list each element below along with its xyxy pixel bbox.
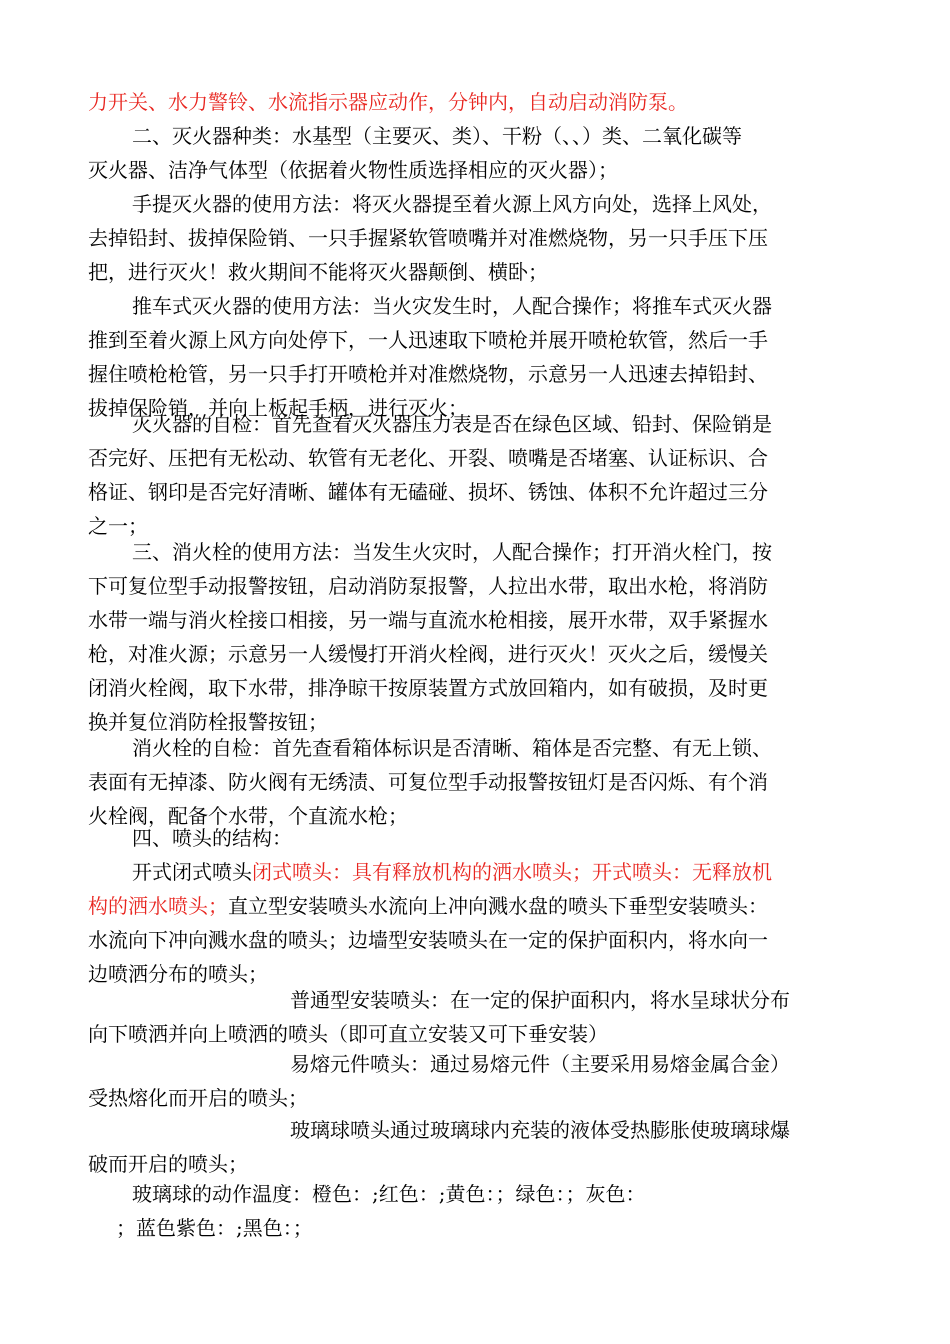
paragraph-glass-bulb-temperatures	[88, 1177, 854, 1245]
text-line: 玻璃球的动作温度：橙色：;红色：;黄色：；绿色：；灰色：	[132, 1182, 646, 1206]
text-line: 水带一端与消火栓接口相接，另一端与直流水枪相接，展开水带，双手紧握水	[88, 608, 768, 632]
paragraph-glass-bulb-sprinkler	[88, 1113, 854, 1181]
text-line: 表面有无掉漆、防火阀有无绣渍、可复位型手动报警按钮灯是否闪烁、有个消	[88, 770, 768, 794]
paragraph-handheld-usage	[88, 187, 854, 289]
highlighted-text: 构的洒水喷头；	[88, 894, 228, 918]
text-line	[88, 889, 854, 923]
text-line: 边喷洒分布的喷头；	[88, 962, 268, 986]
section-heading-sprinkler-structure	[88, 821, 854, 855]
text-line: 推车式灭火器的使用方法：当火灾发生时，人配合操作；将推车式灭火器	[132, 294, 772, 318]
text-line: 消火栓的自检：首先查看箱体标识是否清晰、箱体是否完整、有无上锁、	[132, 736, 772, 760]
text-line: 易熔元件喷头：通过易熔元件（主要采用易熔金属合金）	[290, 1052, 790, 1076]
text-line	[88, 855, 854, 889]
paragraph-standard-sprinkler	[88, 983, 854, 1051]
text-line: 拔掉保险销，并向上板起手柄，进行灭火；	[88, 396, 468, 420]
paragraph-sprinkler-types	[88, 855, 854, 991]
paragraph-extinguisher-selfcheck	[88, 407, 854, 543]
text-line: 格证、钢印是否完好清晰、罐体有无磕碰、损坏、锈蚀、体积不允许超过三分	[88, 480, 768, 504]
text-line: 枪，对准火源；示意另一人缓慢打开消火栓阀，进行灭火！灭火之后，缓慢关	[88, 642, 768, 666]
text-line: 二、灭火器种类：水基型（主要灭、类）、干粉（、、）类、二氧化碳等	[132, 124, 742, 148]
text-line: 下可复位型手动报警按钮，启动消防泵报警，人拉出水带，取出水枪，将消防	[88, 574, 768, 598]
paragraph-cart-usage	[88, 289, 854, 425]
text-run: 直立型安装喷头水流向上冲向溅水盘的喷头下垂型安装喷头：	[228, 894, 768, 918]
text-line: 火栓阀，配备个水带，个直流水枪；	[88, 804, 408, 828]
text-line: 手提灭火器的使用方法：将灭火器提至着火源上风方向处，选择上风处，	[132, 192, 772, 216]
text-line: 受热熔化而开启的喷头；	[88, 1086, 308, 1110]
text-line: 破而开启的喷头；	[88, 1152, 248, 1176]
paragraph-extinguisher-types	[88, 119, 854, 187]
text-line: 三、消火栓的使用方法：当发生火灾时，人配合操作；打开消火栓门，按	[132, 540, 772, 564]
text-line: 四、喷头的结构：	[132, 826, 292, 850]
text-line: 换并复位消防栓报警按钮；	[88, 710, 328, 734]
paragraph-hydrant-selfcheck	[88, 731, 854, 833]
text-line: 向下喷洒并向上喷洒的喷头（即可直立安装又可下垂安装）	[88, 1022, 608, 1046]
paragraph-pressure-switch	[88, 85, 854, 119]
text-line: 把，进行灭火！救火期间不能将灭火器颠倒、横卧；	[88, 260, 548, 284]
text-line: ；蓝色紫色：;黑色：；	[116, 1216, 313, 1240]
text-line: 灭火器的自检：首先查看灭火器压力表是否在绿色区域、铅封、保险销是	[132, 412, 772, 436]
text-line: 力开关、水力警铃、水流指示器应动作，分钟内，自动启动消防泵。	[88, 90, 688, 114]
text-line: 玻璃球喷头通过玻璃球内充装的液体受热膨胀使玻璃球爆	[290, 1118, 790, 1142]
text-line: 水流向下冲向溅水盘的喷头；边墙型安装喷头在一定的保护面积内，将水向一	[88, 928, 768, 952]
text-line: 灭火器、洁净气体型（依据着火物性质选择相应的灭火器）；	[88, 158, 618, 182]
text-line: 推到至着火源上风方向处停下，一人迅速取下喷枪并展开喷枪软管，然后一手	[88, 328, 768, 352]
paragraph-fusible-sprinkler	[88, 1047, 854, 1115]
text-line: 普通型安装喷头：在一定的保护面积内，将水呈球状分布	[290, 988, 790, 1012]
paragraph-hydrant-usage	[88, 535, 854, 739]
text-line: 闭消火栓阀，取下水带，排净晾干按原装置方式放回箱内，如有破损，及时更	[88, 676, 768, 700]
text-line: 否完好、压把有无松动、软管有无老化、开裂、喷嘴是否堵塞、认证标识、合	[88, 446, 768, 470]
highlighted-text: 闭式喷头：具有释放机构的洒水喷头；开式喷头：无释放机	[252, 860, 772, 884]
text-line: 去掉铅封、拔掉保险销、一只手握紧软管喷嘴并对准燃烧物，另一只手压下压	[88, 226, 768, 250]
text-line: 握住喷枪枪管，另一只手打开喷枪并对准燃烧物，示意另一人迅速去掉铅封、	[88, 362, 768, 386]
text-run: 开式闭式喷头	[132, 860, 252, 884]
text-line: 之一；	[88, 514, 148, 538]
